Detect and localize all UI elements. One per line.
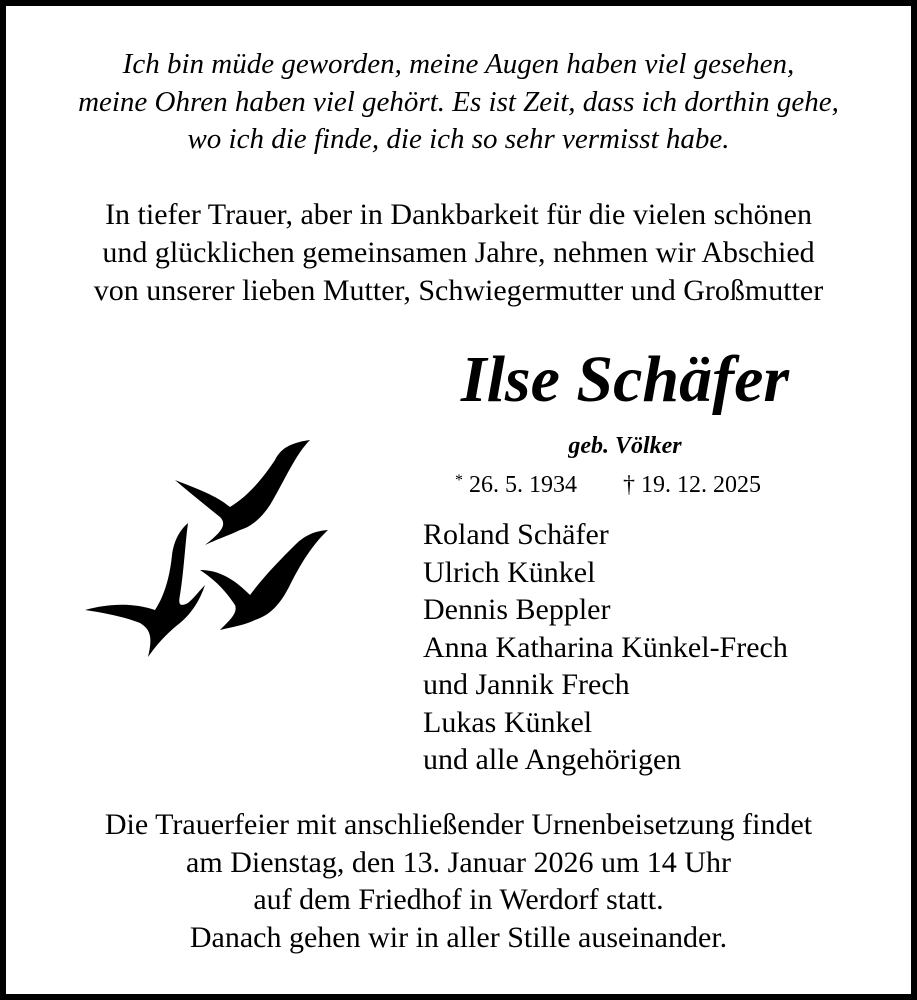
- flying-birds-icon: [80, 435, 340, 665]
- bird-icon: [175, 440, 310, 545]
- life-dates: [455, 472, 761, 499]
- birth-date: * 26. 5. 1934: [455, 472, 577, 498]
- family-member: und alle Angehörigen: [423, 743, 682, 776]
- family-member: Dennis Beppler: [423, 593, 611, 626]
- family-member: Roland Schäfer: [423, 518, 609, 551]
- funeral-info: [0, 806, 917, 956]
- death-date: † 19. 12. 2025: [623, 472, 761, 498]
- family-member: Anna Katharina Künkel-Frech: [423, 630, 788, 664]
- intro-line: von unserer lieben Mutter, Schwiegermutter und Großmutter: [93, 274, 824, 307]
- family-member: und Jannik Frech: [423, 668, 630, 701]
- intro-line: und glücklichen gemeinsamen Jahre, nehmen wir Abschied: [102, 236, 815, 269]
- bird-icon: [200, 530, 328, 630]
- bird-icon: [85, 523, 205, 657]
- maiden-name: geb. Völker: [568, 433, 682, 459]
- funeral-line: am Dienstag, den 13. Januar 2026 um 14 Uhr: [186, 845, 731, 879]
- funeral-line: auf dem Friedhof in Werdorf statt.: [253, 883, 664, 916]
- poem-line: meine Ohren haben viel gehört. Es ist Zeit, dass ich dorthin gehe,: [78, 85, 839, 118]
- intro-text: [0, 196, 917, 310]
- funeral-line: Danach gehen wir in aller Stille auseinander.: [189, 920, 728, 954]
- intro-line: In tiefer Trauer, aber in Dankbarkeit für die vielen schönen: [105, 198, 812, 231]
- deceased-name: Ilse Schäfer: [460, 343, 790, 416]
- family-member: Ulrich Künkel: [423, 555, 596, 589]
- poem: [0, 46, 917, 159]
- poem-line: Ich bin müde geworden, meine Augen haben viel gesehen,: [122, 48, 795, 80]
- poem-line: wo ich die finde, die ich so sehr vermisst habe.: [187, 123, 730, 155]
- family-list: [423, 516, 788, 779]
- funeral-line: Die Trauerfeier mit anschließender Urnenbeisetzung findet: [104, 808, 813, 841]
- family-member: Lukas Künkel: [423, 705, 593, 739]
